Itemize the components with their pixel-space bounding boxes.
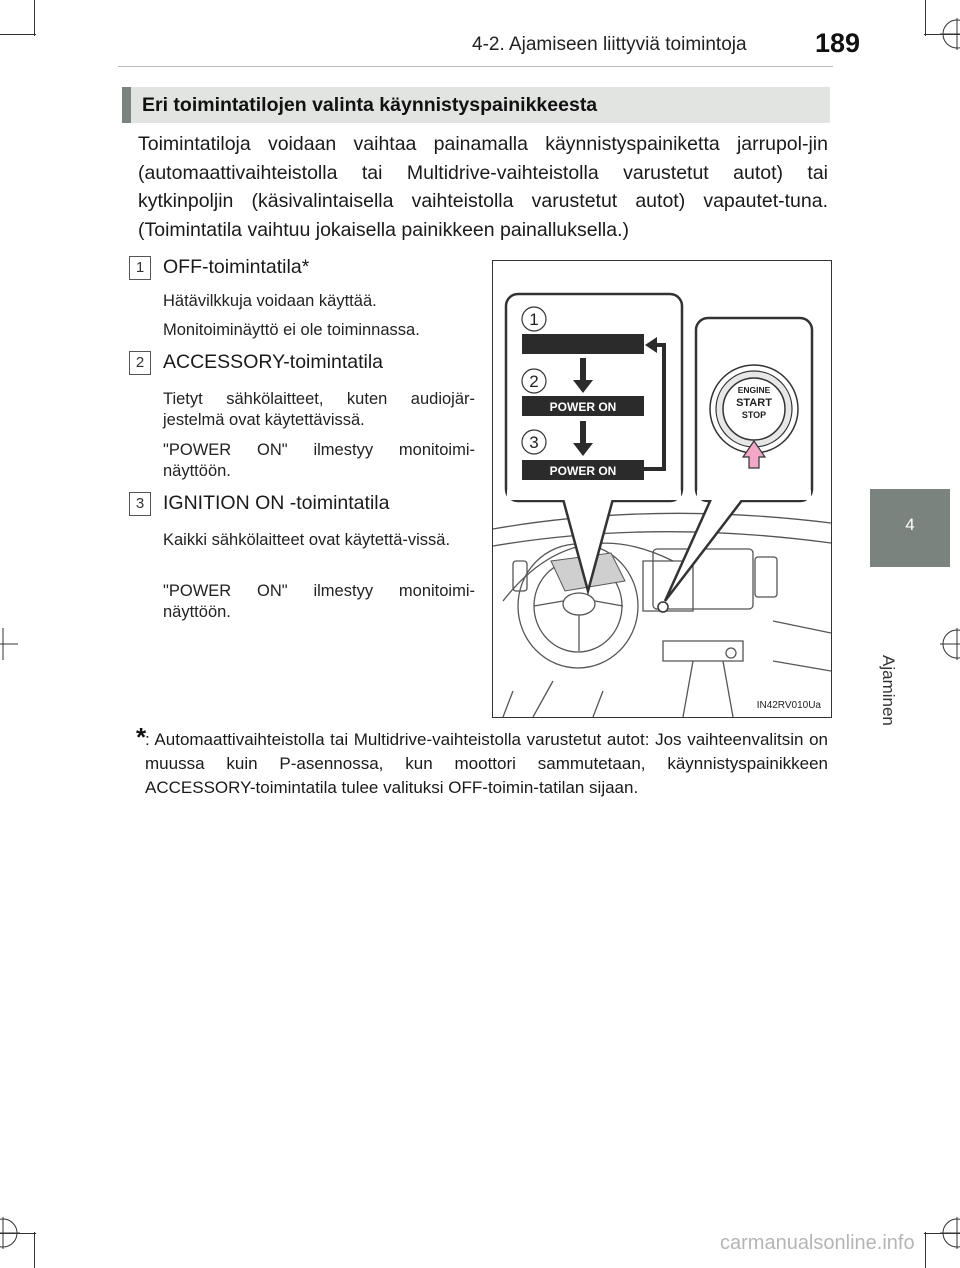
callout-pointer-mask-right [697, 490, 811, 500]
callout-number-3: 3 [529, 433, 539, 452]
section-accent [122, 87, 131, 123]
item-title-accessory: ACCESSORY-toimintatila [163, 351, 384, 373]
item-title-off: OFF-toimintatila* [163, 256, 310, 278]
item-number-2: 2 [129, 351, 151, 375]
button-text-engine: ENGINE [737, 385, 771, 395]
start-button-location [658, 602, 668, 612]
header-divider [118, 66, 833, 67]
item-desc-accessory-1: Tietyt sähkölaitteet, kuten audiojär-jestelmä ovat käytettävissä. [163, 390, 475, 429]
chapter-label-container [868, 575, 948, 726]
item-number-1: 1 [129, 256, 151, 280]
figure-code: IN42RV010Ua [756, 700, 821, 711]
section-title: Eri toimintatilojen valinta käynnistyspainikkeesta [142, 94, 598, 116]
dashboard-line-art [493, 513, 831, 717]
display-label-ignition: POWER ON [549, 464, 617, 478]
callout-pointer-right [665, 499, 743, 601]
callout-number-1: 1 [529, 310, 539, 329]
section-heading-bar [122, 87, 830, 123]
button-text-start: START [736, 397, 772, 409]
display-label-accessory: POWER ON [549, 400, 617, 414]
footnote-marker: * [136, 722, 147, 752]
page-number: 189 [815, 28, 861, 58]
button-text-stop: STOP [741, 410, 767, 420]
item-desc-off-2: Monitoiminäyttö ei ole toiminnassa. [163, 321, 420, 339]
chapter-number: 4 [905, 515, 915, 534]
chapter-tab [870, 489, 950, 567]
site-watermark: carmanualsonline.info [720, 1232, 915, 1254]
item-desc-ignition-1: Kaikki sähkölaitteet ovat käytettä-vissä. [163, 531, 451, 549]
ignition-modes-figure [492, 260, 832, 718]
item-desc-ignition-2: "POWER ON" ilmestyy monitoimi-näyttöön. [163, 582, 475, 621]
item-desc-off-1: Hätävilkkuja voidaan käyttää. [163, 292, 377, 310]
dashboard-illustration [493, 261, 831, 717]
running-header-section: 4-2. Ajamiseen liittyviä toimintoja [472, 34, 747, 55]
footnote-text: : Automaattivaihteistolla tai Multidrive-vaihteistolla varustetut autot: Jos vaihteenvalitsin on muussa kuin P-asennossa, kun moottori sammutetaan, käynnistyspainikkeen ACCESSORY-toimintatila tulee valituksi OFF-toimin-tatilan sijaan. [145, 730, 828, 797]
intro-paragraph: Toimintatiloja voidaan vaihtaa painamalla käynnistyspainiketta jarrupol-jin (automaattivaihteistolla tai Multidrive-vaihteistolla varustetut autot) tai kytkinpoljin (käsivalintaisella vaihteistolla varustetut autot) vapautet-tuna. (Toimintatila vaihtuu jokaisella painikkeen painalluksella.) [138, 133, 828, 241]
item-number-3: 3 [129, 492, 151, 516]
chapter-label: Ajaminen [879, 655, 898, 726]
callout-pointer-mask [507, 490, 681, 500]
display-bar-off [522, 334, 644, 354]
item-desc-accessory-2: "POWER ON" ilmestyy monitoimi-näyttöön. [163, 441, 475, 480]
item-title-ignition: IGNITION ON -toimintatila [163, 492, 390, 514]
callout-number-2: 2 [529, 372, 539, 391]
